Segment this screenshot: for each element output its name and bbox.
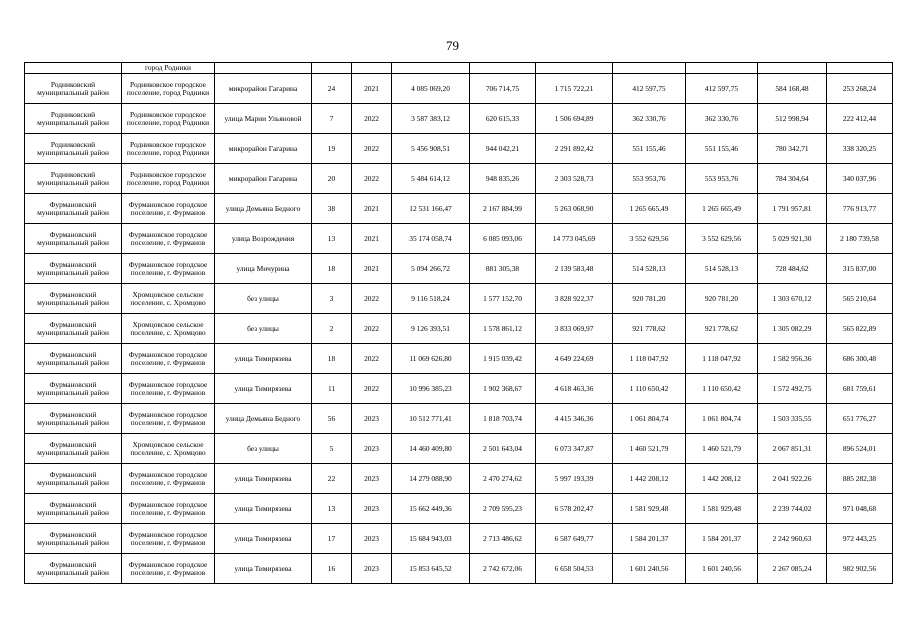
- amount-cell-2: 2 291 892,42: [536, 134, 613, 164]
- amount-cell-6: 896 524,01: [827, 434, 893, 464]
- total-cell: 35 174 058,74: [392, 224, 470, 254]
- amount-cell-2: 3 833 069,97: [536, 314, 613, 344]
- amount-cell-5: 2 242 960,63: [758, 524, 827, 554]
- district-cell: Родниковский муниципальный район: [25, 164, 122, 194]
- district-cell: Фурмановский муниципальный район: [25, 224, 122, 254]
- district-cell: Фурмановский муниципальный район: [25, 314, 122, 344]
- year-cell: 2022: [352, 374, 392, 404]
- amount-cell-1: 944 042,21: [470, 134, 536, 164]
- total-cell: 14 279 088,90: [392, 464, 470, 494]
- amount-cell-1: 706 714,75: [470, 74, 536, 104]
- settlement-cell: Родниковское городское поселение, город Родники: [122, 104, 215, 134]
- house-cell: 20: [312, 164, 352, 194]
- settlement-cell: Родниковское городское поселение, город Родники: [122, 134, 215, 164]
- amount-cell-1: 881 305,38: [470, 254, 536, 284]
- table-row: [25, 404, 893, 434]
- table-row: [25, 554, 893, 584]
- settlement-cell: Фурмановское городское поселение, г. Фурманов: [122, 494, 215, 524]
- house-cell: 38: [312, 194, 352, 224]
- district-cell: Фурмановский муниципальный район: [25, 374, 122, 404]
- total-cell: 15 684 943,03: [392, 524, 470, 554]
- house-cell: 7: [312, 104, 352, 134]
- amount-cell-3: 362 330,76: [613, 104, 686, 134]
- amount-cell-6: 776 913,77: [827, 194, 893, 224]
- amount-cell-5: 2 067 851,31: [758, 434, 827, 464]
- amount-cell-3: 3 552 629,56: [613, 224, 686, 254]
- amount-cell-5: 2 041 922,26: [758, 464, 827, 494]
- amount-cell-6: 2 180 739,58: [827, 224, 893, 254]
- amount-cell-6: 340 037,96: [827, 164, 893, 194]
- year-cell: 2022: [352, 314, 392, 344]
- amount-cell-4: 1 601 240,56: [686, 554, 758, 584]
- amount-cell-4: 551 155,46: [686, 134, 758, 164]
- table-body: [25, 63, 893, 584]
- amount-cell-1: 620 615,33: [470, 104, 536, 134]
- amount-cell-2: 4 415 346,36: [536, 404, 613, 434]
- amount-cell-6: 972 443,25: [827, 524, 893, 554]
- amount-cell-3: 920 781,20: [613, 284, 686, 314]
- amount-cell-6: 222 412,44: [827, 104, 893, 134]
- street-cell: микрорайон Гагарина: [215, 164, 312, 194]
- table-row: [25, 314, 893, 344]
- total-cell: 14 460 409,80: [392, 434, 470, 464]
- street-cell: улица Марии Ульяновой: [215, 104, 312, 134]
- year-cell: 2022: [352, 284, 392, 314]
- district-cell: Родниковский муниципальный район: [25, 134, 122, 164]
- settlement-cell: Родниковское городское поселение, город Родники: [122, 74, 215, 104]
- amount-cell-5: 784 304,64: [758, 164, 827, 194]
- amount-cell-6: 565 210,64: [827, 284, 893, 314]
- district-cell: Фурмановский муниципальный район: [25, 464, 122, 494]
- total-cell: 5 456 908,51: [392, 134, 470, 164]
- amount-cell-2: [536, 63, 613, 74]
- amount-cell-4: 1 442 208,12: [686, 464, 758, 494]
- amount-cell-4: 514 528,13: [686, 254, 758, 284]
- amount-cell-4: 1 584 201,37: [686, 524, 758, 554]
- amount-cell-4: 3 552 629,56: [686, 224, 758, 254]
- district-cell: Фурмановский муниципальный район: [25, 194, 122, 224]
- table-row: [25, 374, 893, 404]
- district-cell: Фурмановский муниципальный район: [25, 554, 122, 584]
- amount-cell-5: 780 342,71: [758, 134, 827, 164]
- street-cell: микрорайон Гагарина: [215, 134, 312, 164]
- amount-cell-5: [758, 63, 827, 74]
- house-cell: 5: [312, 434, 352, 464]
- amount-cell-4: 921 778,62: [686, 314, 758, 344]
- amount-cell-2: 4 618 463,36: [536, 374, 613, 404]
- house-cell: 56: [312, 404, 352, 434]
- house-cell: 16: [312, 554, 352, 584]
- amount-cell-2: 2 139 583,48: [536, 254, 613, 284]
- house-cell: 17: [312, 524, 352, 554]
- amount-cell-2: 1 506 694,89: [536, 104, 613, 134]
- district-cell: Фурмановский муниципальный район: [25, 494, 122, 524]
- page-number: 79: [446, 38, 459, 53]
- street-cell: улица Тимирязева: [215, 494, 312, 524]
- amount-cell-3: 1 584 201,37: [613, 524, 686, 554]
- year-cell: 2023: [352, 494, 392, 524]
- year-cell: 2022: [352, 164, 392, 194]
- house-cell: 13: [312, 224, 352, 254]
- amount-cell-2: 14 773 045,69: [536, 224, 613, 254]
- street-cell: улица Тимирязева: [215, 524, 312, 554]
- street-cell: без улицы: [215, 434, 312, 464]
- table-row: [25, 104, 893, 134]
- amount-cell-3: 1 460 521,79: [613, 434, 686, 464]
- amount-cell-1: 2 501 643,04: [470, 434, 536, 464]
- amount-cell-2: 3 828 922,37: [536, 284, 613, 314]
- house-cell: 24: [312, 74, 352, 104]
- amount-cell-3: 1 581 929,48: [613, 494, 686, 524]
- amount-cell-1: 1 577 152,70: [470, 284, 536, 314]
- total-cell: 3 587 383,12: [392, 104, 470, 134]
- settlement-cell: Фурмановское городское поселение, г. Фурманов: [122, 554, 215, 584]
- housing-repair-table: [24, 62, 893, 584]
- table-row: [25, 134, 893, 164]
- amount-cell-5: 1 503 335,55: [758, 404, 827, 434]
- amount-cell-6: 885 282,38: [827, 464, 893, 494]
- table-row: [25, 74, 893, 104]
- amount-cell-3: 1 265 665,49: [613, 194, 686, 224]
- amount-cell-4: 412 597,75: [686, 74, 758, 104]
- total-cell: 9 116 518,24: [392, 284, 470, 314]
- amount-cell-6: 338 320,25: [827, 134, 893, 164]
- total-cell: 12 531 166,47: [392, 194, 470, 224]
- amount-cell-1: 6 085 093,06: [470, 224, 536, 254]
- amount-cell-5: 1 791 957,81: [758, 194, 827, 224]
- settlement-cell: Родниковское городское поселение, город Родники: [122, 164, 215, 194]
- district-cell: [25, 63, 122, 74]
- amount-cell-5: 1 572 492,75: [758, 374, 827, 404]
- house-cell: 18: [312, 344, 352, 374]
- total-cell: 10 996 385,23: [392, 374, 470, 404]
- year-cell: 2022: [352, 344, 392, 374]
- amount-cell-2: 6 658 504,53: [536, 554, 613, 584]
- district-cell: Родниковский муниципальный район: [25, 104, 122, 134]
- amount-cell-3: 514 528,13: [613, 254, 686, 284]
- amount-cell-1: 1 818 703,74: [470, 404, 536, 434]
- table-row: [25, 254, 893, 284]
- settlement-cell: Фурмановское городское поселение, г. Фурманов: [122, 254, 215, 284]
- amount-cell-4: 1 460 521,79: [686, 434, 758, 464]
- district-cell: Фурмановский муниципальный район: [25, 434, 122, 464]
- amount-cell-6: 686 300,48: [827, 344, 893, 374]
- street-cell: микрорайон Гагарина: [215, 74, 312, 104]
- settlement-cell: город Родники: [122, 63, 215, 74]
- district-cell: Фурмановский муниципальный район: [25, 404, 122, 434]
- amount-cell-2: 1 715 722,21: [536, 74, 613, 104]
- settlement-cell: Фурмановское городское поселение, г. Фурманов: [122, 404, 215, 434]
- amount-cell-6: 982 902,56: [827, 554, 893, 584]
- street-cell: улица Тимирязева: [215, 464, 312, 494]
- year-cell: 2022: [352, 134, 392, 164]
- amount-cell-1: 2 470 274,62: [470, 464, 536, 494]
- street-cell: без улицы: [215, 284, 312, 314]
- amount-cell-4: 920 781,20: [686, 284, 758, 314]
- house-cell: 18: [312, 254, 352, 284]
- street-cell: улица Тимирязева: [215, 554, 312, 584]
- settlement-cell: Фурмановское городское поселение, г. Фурманов: [122, 344, 215, 374]
- district-cell: Фурмановский муниципальный район: [25, 344, 122, 374]
- total-cell: 11 069 626,80: [392, 344, 470, 374]
- amount-cell-4: 1 118 047,92: [686, 344, 758, 374]
- total-cell: [392, 63, 470, 74]
- amount-cell-5: 1 303 670,12: [758, 284, 827, 314]
- street-cell: улица Демьяна Бедного: [215, 404, 312, 434]
- amount-cell-3: 1 110 650,42: [613, 374, 686, 404]
- street-cell: без улицы: [215, 314, 312, 344]
- total-cell: 10 512 771,41: [392, 404, 470, 434]
- amount-cell-1: 2 713 486,62: [470, 524, 536, 554]
- year-cell: 2022: [352, 104, 392, 134]
- year-cell: 2021: [352, 194, 392, 224]
- amount-cell-6: 565 822,89: [827, 314, 893, 344]
- amount-cell-2: 2 303 528,73: [536, 164, 613, 194]
- amount-cell-3: 1 118 047,92: [613, 344, 686, 374]
- amount-cell-4: 553 953,76: [686, 164, 758, 194]
- amount-cell-3: 412 597,75: [613, 74, 686, 104]
- year-cell: 2021: [352, 254, 392, 284]
- amount-cell-1: 2 167 884,99: [470, 194, 536, 224]
- settlement-cell: Хромцовское сельское поселение, с. Хромцово: [122, 434, 215, 464]
- year-cell: 2023: [352, 434, 392, 464]
- amount-cell-3: [613, 63, 686, 74]
- year-cell: 2023: [352, 524, 392, 554]
- total-cell: 9 126 393,51: [392, 314, 470, 344]
- amount-cell-6: 681 759,61: [827, 374, 893, 404]
- year-cell: 2021: [352, 224, 392, 254]
- settlement-cell: Фурмановское городское поселение, г. Фурманов: [122, 374, 215, 404]
- amount-cell-4: 362 330,76: [686, 104, 758, 134]
- house-cell: 13: [312, 494, 352, 524]
- settlement-cell: Хромцовское сельское поселение, с. Хромцово: [122, 284, 215, 314]
- table-row: [25, 494, 893, 524]
- amount-cell-6: 315 837,00: [827, 254, 893, 284]
- amount-cell-1: 1 915 039,42: [470, 344, 536, 374]
- table-row-continuation: [25, 63, 893, 74]
- year-cell: 2021: [352, 74, 392, 104]
- amount-cell-4: 1 265 665,49: [686, 194, 758, 224]
- amount-cell-2: 5 997 193,39: [536, 464, 613, 494]
- street-cell: улица Мичурина: [215, 254, 312, 284]
- amount-cell-3: 553 953,76: [613, 164, 686, 194]
- amount-cell-1: [470, 63, 536, 74]
- table-row: [25, 344, 893, 374]
- house-cell: 22: [312, 464, 352, 494]
- total-cell: 5 484 614,12: [392, 164, 470, 194]
- table-row: [25, 524, 893, 554]
- amount-cell-6: 253 268,24: [827, 74, 893, 104]
- year-cell: 2023: [352, 464, 392, 494]
- amount-cell-3: 551 155,46: [613, 134, 686, 164]
- total-cell: 15 662 449,36: [392, 494, 470, 524]
- house-cell: 3: [312, 284, 352, 314]
- amount-cell-5: 728 484,62: [758, 254, 827, 284]
- settlement-cell: Хромцовское сельское поселение, с. Хромцово: [122, 314, 215, 344]
- house-cell: 2: [312, 314, 352, 344]
- amount-cell-5: 5 029 921,30: [758, 224, 827, 254]
- district-cell: Фурмановский муниципальный район: [25, 254, 122, 284]
- district-cell: Родниковский муниципальный район: [25, 74, 122, 104]
- amount-cell-2: 6 073 347,87: [536, 434, 613, 464]
- house-cell: 19: [312, 134, 352, 164]
- amount-cell-2: 5 263 068,90: [536, 194, 613, 224]
- amount-cell-5: 2 267 085,24: [758, 554, 827, 584]
- year-cell: [352, 63, 392, 74]
- amount-cell-6: 971 048,68: [827, 494, 893, 524]
- amount-cell-4: 1 581 929,48: [686, 494, 758, 524]
- amount-cell-5: 584 168,48: [758, 74, 827, 104]
- total-cell: 15 853 645,52: [392, 554, 470, 584]
- amount-cell-1: 2 742 672,06: [470, 554, 536, 584]
- amount-cell-6: 651 776,27: [827, 404, 893, 434]
- amount-cell-2: 4 649 224,69: [536, 344, 613, 374]
- year-cell: 2023: [352, 554, 392, 584]
- amount-cell-5: 1 582 956,36: [758, 344, 827, 374]
- amount-cell-4: 1 110 650,42: [686, 374, 758, 404]
- street-cell: улица Тимирязева: [215, 344, 312, 374]
- table-row: [25, 194, 893, 224]
- street-cell: улица Возрождения: [215, 224, 312, 254]
- settlement-cell: Фурмановское городское поселение, г. Фурманов: [122, 464, 215, 494]
- amount-cell-3: 1 442 208,12: [613, 464, 686, 494]
- street-cell: улица Тимирязева: [215, 374, 312, 404]
- total-cell: 5 094 266,72: [392, 254, 470, 284]
- amount-cell-3: 921 778,62: [613, 314, 686, 344]
- table-row: [25, 434, 893, 464]
- street-cell: [215, 63, 312, 74]
- amount-cell-4: [686, 63, 758, 74]
- total-cell: 4 085 069,20: [392, 74, 470, 104]
- amount-cell-5: 2 239 744,02: [758, 494, 827, 524]
- amount-cell-3: 1 601 240,56: [613, 554, 686, 584]
- settlement-cell: Фурмановское городское поселение, г. Фурманов: [122, 194, 215, 224]
- settlement-cell: Фурмановское городское поселение, г. Фурманов: [122, 524, 215, 554]
- amount-cell-5: 512 998,94: [758, 104, 827, 134]
- amount-cell-1: 2 709 595,23: [470, 494, 536, 524]
- amount-cell-3: 1 061 804,74: [613, 404, 686, 434]
- amount-cell-6: [827, 63, 893, 74]
- table-row: [25, 224, 893, 254]
- street-cell: улица Демьяна Бедного: [215, 194, 312, 224]
- amount-cell-4: 1 061 804,74: [686, 404, 758, 434]
- district-cell: Фурмановский муниципальный район: [25, 284, 122, 314]
- amount-cell-1: 1 902 368,67: [470, 374, 536, 404]
- amount-cell-2: 6 578 202,47: [536, 494, 613, 524]
- house-cell: [312, 63, 352, 74]
- year-cell: 2023: [352, 404, 392, 434]
- house-cell: 11: [312, 374, 352, 404]
- settlement-cell: Фурмановское городское поселение, г. Фурманов: [122, 224, 215, 254]
- amount-cell-1: 1 578 861,12: [470, 314, 536, 344]
- table-row: [25, 464, 893, 494]
- amount-cell-5: 1 305 082,29: [758, 314, 827, 344]
- amount-cell-1: 948 835,26: [470, 164, 536, 194]
- district-cell: Фурмановский муниципальный район: [25, 524, 122, 554]
- table-row: [25, 284, 893, 314]
- table-row: [25, 164, 893, 194]
- amount-cell-2: 6 587 649,77: [536, 524, 613, 554]
